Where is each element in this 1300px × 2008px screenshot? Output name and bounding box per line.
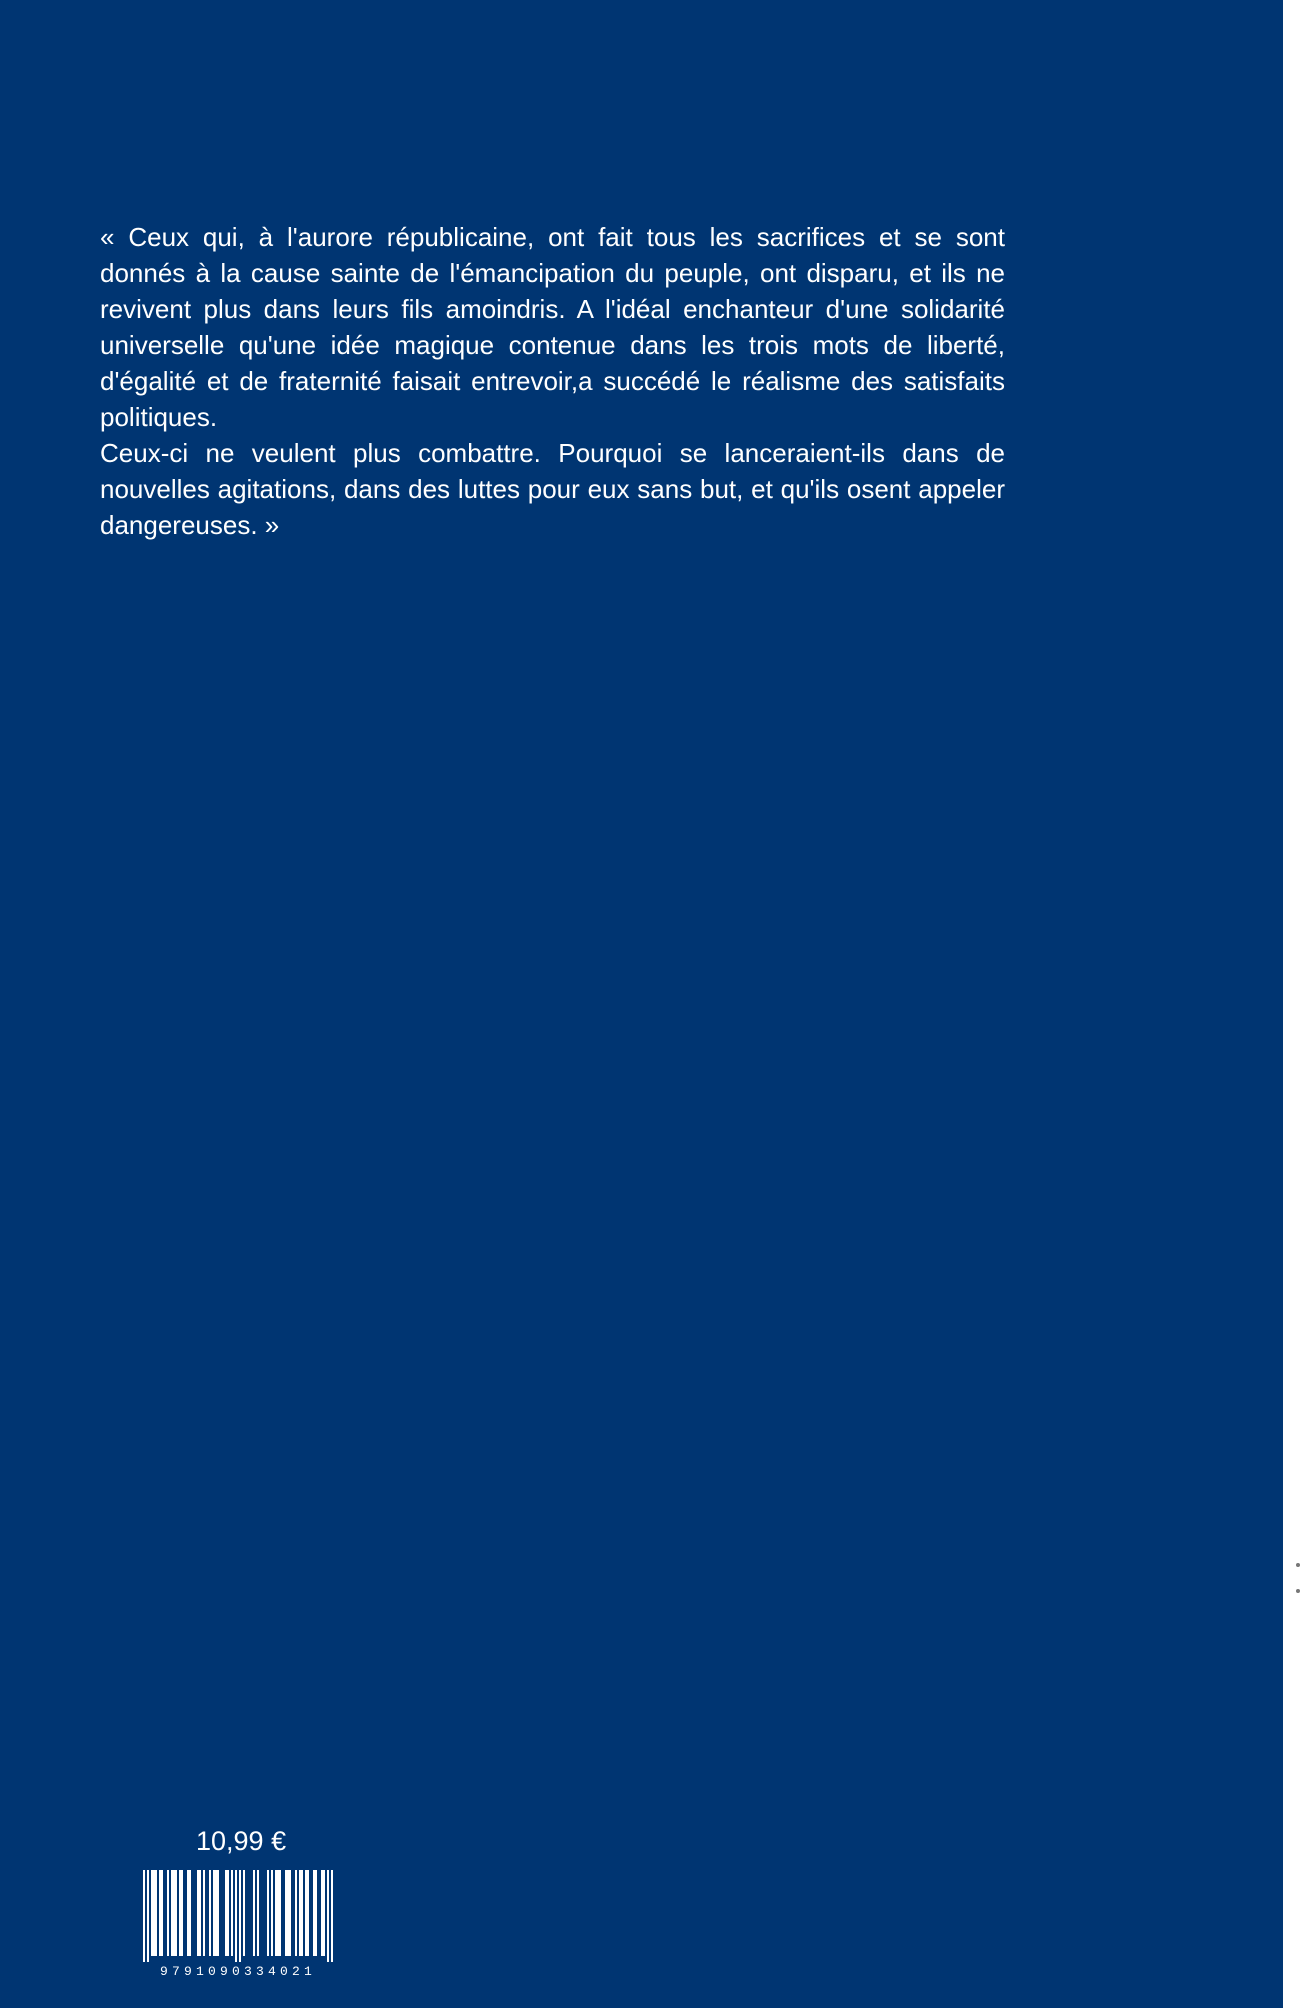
barcode-digits: 9791090334021 bbox=[159, 1964, 317, 1978]
barcode-bar bbox=[235, 1870, 237, 1962]
barcode-bar bbox=[301, 1870, 303, 1956]
barcode-bar bbox=[313, 1870, 315, 1956]
barcode-bar bbox=[209, 1870, 211, 1956]
barcode-bar bbox=[299, 1870, 301, 1956]
barcode-bar bbox=[143, 1870, 145, 1962]
barcode-bar bbox=[153, 1870, 155, 1956]
barcode-bar bbox=[305, 1870, 307, 1956]
barcode-bar bbox=[213, 1870, 215, 1956]
barcode-bar bbox=[199, 1870, 201, 1956]
barcode-bar bbox=[167, 1870, 169, 1956]
barcode-bar bbox=[187, 1870, 189, 1956]
barcode-bar bbox=[173, 1870, 175, 1956]
barcode-bar bbox=[307, 1870, 309, 1956]
barcode-bar bbox=[287, 1870, 289, 1956]
barcode-bar bbox=[147, 1870, 149, 1962]
trim-mark bbox=[1296, 1563, 1300, 1567]
barcode-bar bbox=[295, 1870, 297, 1956]
barcode-bar bbox=[231, 1870, 233, 1956]
barcode-bar bbox=[243, 1870, 245, 1956]
barcode-bar bbox=[327, 1870, 329, 1962]
barcode-bar bbox=[285, 1870, 287, 1956]
barcode-bar bbox=[171, 1870, 173, 1956]
barcode-bar bbox=[225, 1870, 227, 1956]
barcode-bar bbox=[239, 1870, 241, 1962]
barcode-bar bbox=[321, 1870, 323, 1956]
barcode-bar bbox=[175, 1870, 177, 1956]
barcode-bar bbox=[253, 1870, 255, 1956]
barcode-bar bbox=[215, 1870, 217, 1956]
barcode-bar bbox=[289, 1870, 291, 1956]
barcode-bar bbox=[189, 1870, 191, 1956]
barcode-bar bbox=[271, 1870, 273, 1956]
trim-marks bbox=[1296, 1563, 1300, 1603]
trim-mark bbox=[1296, 1589, 1300, 1593]
barcode-bar bbox=[217, 1870, 219, 1956]
quote-paragraph: Ceux-ci ne veulent plus combattre. Pourquoi se lanceraient-ils dans de nouvelles agitations, dans des luttes pour eux sans but, et qu'ils osent appeler dangereuses. » bbox=[100, 438, 1005, 540]
barcode-bar bbox=[331, 1870, 333, 1962]
barcode-bar bbox=[179, 1870, 181, 1956]
barcode-bar bbox=[257, 1870, 259, 1956]
barcode-bar bbox=[279, 1870, 281, 1956]
price-label: 10,99 € bbox=[196, 1826, 287, 1856]
back-cover-quote bbox=[100, 219, 1005, 543]
barcode-bar bbox=[227, 1870, 229, 1956]
barcode-graphic bbox=[138, 1868, 338, 1978]
barcode-bar bbox=[275, 1870, 277, 1956]
barcode-bar bbox=[159, 1870, 161, 1956]
barcode-bar bbox=[323, 1870, 325, 1956]
barcode-bar bbox=[161, 1870, 163, 1956]
barcode-bar bbox=[197, 1870, 199, 1956]
barcode-bar bbox=[151, 1870, 153, 1956]
barcode-bar bbox=[267, 1870, 269, 1956]
barcode-bar bbox=[277, 1870, 279, 1956]
barcode-bar bbox=[315, 1870, 317, 1956]
isbn-barcode bbox=[138, 1868, 338, 1978]
quote-paragraph: « Ceux qui, à l'aurore républicaine, ont fait tous les sacrifices et se sont donnés à la cause sainte de l'émancipation du peuple, ont disparu, et ils ne revivent plus dans leurs fils amoindris. A l'idéal enchanteur d'une solidarité universelle qu'une idée magique contenue dans les trois mots de liberté, d'égalité et de fraternité faisait entrevoir,a succédé le réalisme des satisfaits politiques. bbox=[100, 222, 1005, 432]
barcode-bar bbox=[181, 1870, 183, 1956]
barcode-bar bbox=[155, 1870, 157, 1956]
barcode-bar bbox=[203, 1870, 205, 1956]
